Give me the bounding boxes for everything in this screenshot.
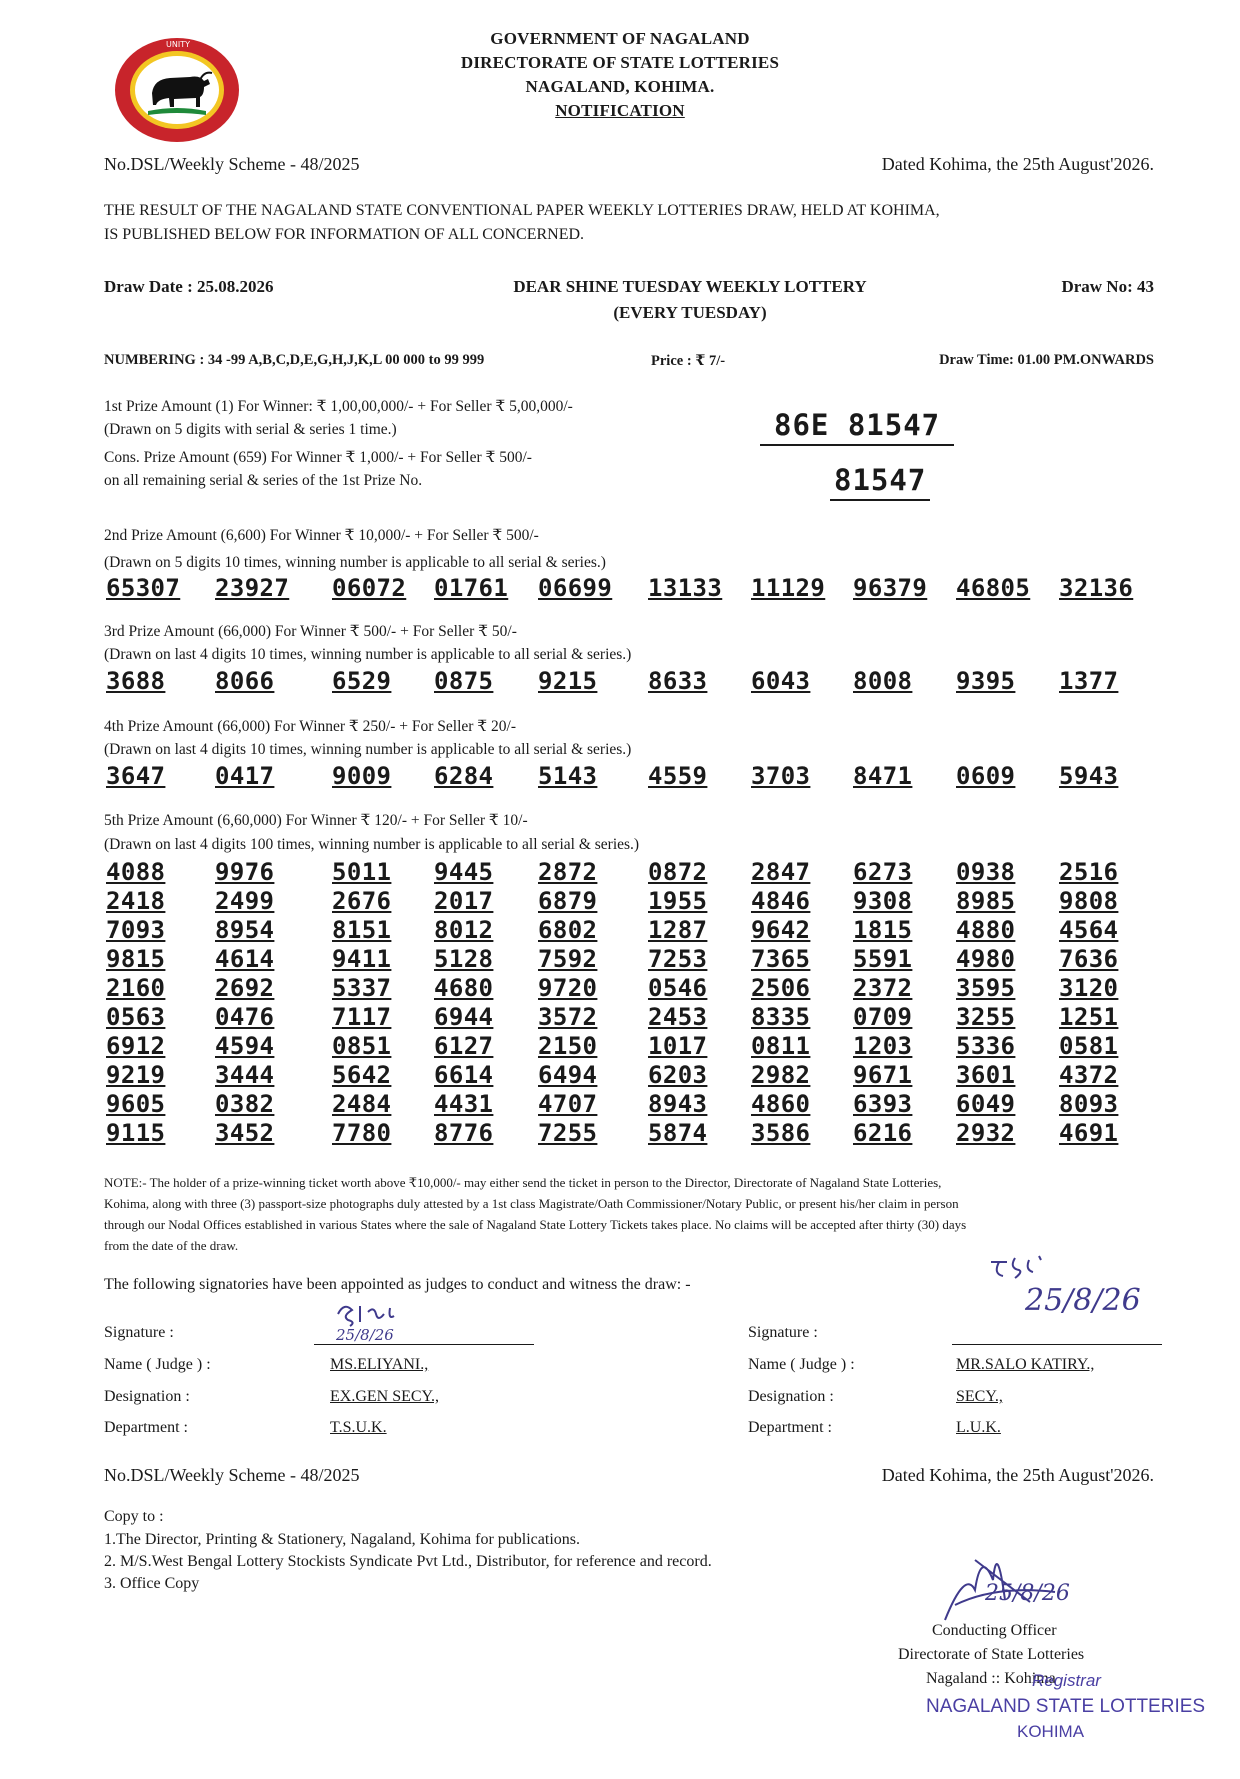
fifth-prize-number: 3601 xyxy=(956,1061,1016,1089)
fifth-prize-number: 2150 xyxy=(538,1032,598,1060)
judge1-department: T.S.U.K. xyxy=(330,1419,387,1436)
second-prize-condition: (Drawn on 5 digits 10 times, winning number is applicable to all serial & series.) xyxy=(104,554,606,571)
fifth-prize-number: 2160 xyxy=(106,974,166,1002)
fourth-prize-number: 0609 xyxy=(956,762,1016,790)
officer-location: Nagaland :: Kohima xyxy=(926,1670,1056,1687)
officer-handwritten-signature xyxy=(935,1530,1085,1630)
second-prize-number: 32136 xyxy=(1059,574,1134,602)
fifth-prize-number: 5591 xyxy=(853,945,913,973)
fifth-prize-number: 4594 xyxy=(215,1032,275,1060)
second-prize-number: 13133 xyxy=(648,574,723,602)
fourth-prize-number: 5943 xyxy=(1059,762,1119,790)
fifth-prize-number: 6273 xyxy=(853,858,913,886)
fourth-prize-number: 0417 xyxy=(215,762,275,790)
fifth-prize-number: 4846 xyxy=(751,887,811,915)
fifth-prize-number: 0546 xyxy=(648,974,708,1002)
third-prize-number: 8066 xyxy=(215,667,275,695)
copy-to-item-2: 2. M/S.West Bengal Lottery Stockists Syndicate Pvt Ltd., Distributor, for reference and record. xyxy=(104,1553,712,1570)
fifth-prize-number: 2372 xyxy=(853,974,913,1002)
judge1-department-label: Department : xyxy=(104,1419,188,1436)
fifth-prize-number: 3595 xyxy=(956,974,1016,1002)
note-line-1: NOTE:- The holder of a prize-winning ticket worth above ₹10,000/- may either send the ticket in person to the Director, Directorate of Nagaland State Lotteries, xyxy=(104,1175,942,1190)
fifth-prize-number: 9308 xyxy=(853,887,913,915)
fifth-prize-number: 0872 xyxy=(648,858,708,886)
fifth-prize-number: 4614 xyxy=(215,945,275,973)
fourth-prize-number: 3703 xyxy=(751,762,811,790)
fifth-prize-number: 7365 xyxy=(751,945,811,973)
fifth-prize-number: 7255 xyxy=(538,1119,598,1147)
copy-to-item-1: 1.The Director, Printing & Stationery, Nagaland, Kohima for publications. xyxy=(104,1531,580,1548)
fifth-prize-number: 2499 xyxy=(215,887,275,915)
fifth-prize-number: 4860 xyxy=(751,1090,811,1118)
third-prize-number: 1377 xyxy=(1059,667,1119,695)
first-prize-amount: 1st Prize Amount (1) For Winner: ₹ 1,00,00,000/- + For Seller ₹ 5,00,000/- xyxy=(104,398,573,415)
fifth-prize-number: 5874 xyxy=(648,1119,708,1147)
fifth-prize-number: 1017 xyxy=(648,1032,708,1060)
ticket-price: Price : ₹ 7/- xyxy=(651,353,726,369)
third-prize-number: 6043 xyxy=(751,667,811,695)
fifth-prize-number: 6203 xyxy=(648,1061,708,1089)
fifth-prize-number: 9115 xyxy=(106,1119,166,1147)
stamp-organisation: NAGALAND STATE LOTTERIES xyxy=(926,1696,1206,1717)
fifth-prize-number: 9976 xyxy=(215,858,275,886)
fourth-prize-number: 3647 xyxy=(106,762,166,790)
fifth-prize-number: 2484 xyxy=(332,1090,392,1118)
fifth-prize-number: 7592 xyxy=(538,945,598,973)
fifth-prize-number: 0581 xyxy=(1059,1032,1119,1060)
fifth-prize-number: 5011 xyxy=(332,858,392,886)
fifth-prize-number: 9411 xyxy=(332,945,392,973)
fifth-prize-number: 8943 xyxy=(648,1090,708,1118)
fifth-prize-number: 0382 xyxy=(215,1090,275,1118)
fifth-prize-number: 6614 xyxy=(434,1061,494,1089)
fourth-prize-number: 5143 xyxy=(538,762,598,790)
fifth-prize-number: 3444 xyxy=(215,1061,275,1089)
footer-dated-line: Dated Kohima, the 25th August'2026. xyxy=(881,1465,1154,1485)
fourth-prize-number: 4559 xyxy=(648,762,708,790)
footer-reference-number: No.DSL/Weekly Scheme - 48/2025 xyxy=(104,1465,360,1485)
fifth-prize-number: 7253 xyxy=(648,945,708,973)
fifth-prize-number: 2453 xyxy=(648,1003,708,1031)
fourth-prize-number: 6284 xyxy=(434,762,494,790)
note-line-3: through our Nodal Offices established in various States where the sale of Nagaland State Lottery Tickets takes place. No claims will be accepted after thirty (30) days xyxy=(104,1217,967,1232)
reference-number: No.DSL/Weekly Scheme - 48/2025 xyxy=(104,154,360,174)
fifth-prize-number: 1203 xyxy=(853,1032,913,1060)
fifth-prize-number: 2932 xyxy=(956,1119,1016,1147)
judge2-signature-label: Signature : xyxy=(748,1324,818,1341)
header-directorate: DIRECTORATE OF STATE LOTTERIES xyxy=(460,53,780,72)
second-prize-number: 96379 xyxy=(853,574,928,602)
fifth-prize-number: 2017 xyxy=(434,887,494,915)
fifth-prize-number: 8776 xyxy=(434,1119,494,1147)
first-prize-condition: (Drawn on 5 digits with serial & series 1 time.) xyxy=(104,421,397,438)
fifth-prize-number: 8093 xyxy=(1059,1090,1119,1118)
fifth-prize-number: 9808 xyxy=(1059,887,1119,915)
logo-ring-text-top: UNITY xyxy=(166,40,190,49)
judge2-name-label: Name ( Judge ) : xyxy=(748,1356,855,1373)
judge2-signature-line xyxy=(952,1344,1162,1345)
second-prize-number: 06699 xyxy=(538,574,613,602)
fifth-prize-number: 1251 xyxy=(1059,1003,1119,1031)
copy-to-heading: Copy to : xyxy=(104,1508,164,1525)
fifth-prize-number: 0811 xyxy=(751,1032,811,1060)
fourth-prize-number: 9009 xyxy=(332,762,392,790)
fourth-prize-amount: 4th Prize Amount (66,000) For Winner ₹ 250/- + For Seller ₹ 20/- xyxy=(104,718,516,735)
second-prize-number: 01761 xyxy=(434,574,509,602)
third-prize-number: 8633 xyxy=(648,667,708,695)
fifth-prize-number: 7780 xyxy=(332,1119,392,1147)
note-line-4: from the date of the draw. xyxy=(104,1238,239,1253)
fifth-prize-number: 3572 xyxy=(538,1003,598,1031)
fifth-prize-number: 3120 xyxy=(1059,974,1119,1002)
fifth-prize-number: 3452 xyxy=(215,1119,275,1147)
copy-to-item-3: 3. Office Copy xyxy=(104,1575,200,1592)
fifth-prize-number: 9445 xyxy=(434,858,494,886)
fifth-prize-number: 9815 xyxy=(106,945,166,973)
fifth-prize-number: 4707 xyxy=(538,1090,598,1118)
judge2-name: MR.SALO KATIRY., xyxy=(956,1356,1095,1373)
fifth-prize-number: 2847 xyxy=(751,858,811,886)
intro-line-1: THE RESULT OF THE NAGALAND STATE CONVENTIONAL PAPER WEEKLY LOTTERIES DRAW, HELD AT KOHIMA, xyxy=(104,202,940,219)
fifth-prize-number: 5642 xyxy=(332,1061,392,1089)
second-prize-number: 65307 xyxy=(106,574,181,602)
fifth-prize-number: 5128 xyxy=(434,945,494,973)
judge2-department-label: Department : xyxy=(748,1419,832,1436)
fifth-prize-number: 0851 xyxy=(332,1032,392,1060)
stamp-city: KOHIMA xyxy=(1017,1722,1085,1741)
officer-directorate: Directorate of State Lotteries xyxy=(898,1646,1085,1663)
fifth-prize-amount: 5th Prize Amount (6,60,000) For Winner ₹ 120/- + For Seller ₹ 10/- xyxy=(104,812,528,829)
numbering-range: NUMBERING : 34 -99 A,B,C,D,E,G,H,J,K,L 00 000 to 99 999 xyxy=(104,352,485,368)
lottery-title: DEAR SHINE TUESDAY WEEKLY LOTTERY xyxy=(513,277,867,296)
header-notification: NOTIFICATION xyxy=(555,101,685,120)
fifth-prize-number: 9605 xyxy=(106,1090,166,1118)
svg-text:25/8/26: 25/8/26 xyxy=(985,1581,1070,1606)
second-prize-number: 06072 xyxy=(332,574,407,602)
fifth-prize-number: 2692 xyxy=(215,974,275,1002)
second-prize-number: 23927 xyxy=(215,574,290,602)
fifth-prize-number: 9671 xyxy=(853,1061,913,1089)
fifth-prize-number: 2982 xyxy=(751,1061,811,1089)
fifth-prize-number: 8954 xyxy=(215,916,275,944)
judge1-designation-label: Designation : xyxy=(104,1388,190,1405)
third-prize-condition: (Drawn on last 4 digits 10 times, winning number is applicable to all serial & series.) xyxy=(104,646,632,663)
judge2-designation-label: Designation : xyxy=(748,1388,834,1405)
fifth-prize-number: 8012 xyxy=(434,916,494,944)
judge1-name-label: Name ( Judge ) : xyxy=(104,1356,211,1373)
judge2-designation: SECY., xyxy=(956,1388,1003,1405)
fifth-prize-number: 0476 xyxy=(215,1003,275,1031)
fifth-prize-number: 2506 xyxy=(751,974,811,1002)
svg-text:25/8/26: 25/8/26 xyxy=(1025,1283,1141,1318)
judges-intro: The following signatories have been appointed as judges to conduct and witness the draw: - xyxy=(104,1276,691,1293)
fifth-prize-number: 6879 xyxy=(538,887,598,915)
fifth-prize-number: 4431 xyxy=(434,1090,494,1118)
fifth-prize-number: 1287 xyxy=(648,916,708,944)
draw-number: Draw No: 43 xyxy=(1061,277,1154,296)
second-prize-amount: 2nd Prize Amount (6,600) For Winner ₹ 10,000/- + For Seller ₹ 500/- xyxy=(104,527,539,544)
fifth-prize-number: 6216 xyxy=(853,1119,913,1147)
fifth-prize-number: 2516 xyxy=(1059,858,1119,886)
fifth-prize-number: 3586 xyxy=(751,1119,811,1147)
second-prize-number: 11129 xyxy=(751,574,826,602)
fifth-prize-number: 1815 xyxy=(853,916,913,944)
fifth-prize-number: 7636 xyxy=(1059,945,1119,973)
fifth-prize-number: 2872 xyxy=(538,858,598,886)
header-government: GOVERNMENT OF NAGALAND xyxy=(490,29,750,48)
svg-text:25/8/26: 25/8/26 xyxy=(336,1326,394,1344)
fifth-prize-number: 6049 xyxy=(956,1090,1016,1118)
fifth-prize-number: 6802 xyxy=(538,916,598,944)
draw-time: Draw Time: 01.00 PM.ONWARDS xyxy=(939,352,1154,368)
officer-title: Conducting Officer xyxy=(932,1622,1057,1639)
third-prize-number: 8008 xyxy=(853,667,913,695)
fifth-prize-number: 4088 xyxy=(106,858,166,886)
fifth-prize-number: 6494 xyxy=(538,1061,598,1089)
fifth-prize-number: 6393 xyxy=(853,1090,913,1118)
fifth-prize-number: 2418 xyxy=(106,887,166,915)
draw-date: Draw Date : 25.08.2026 xyxy=(104,277,274,296)
fifth-prize-number: 8151 xyxy=(332,916,392,944)
fifth-prize-number: 9219 xyxy=(106,1061,166,1089)
fifth-prize-number: 5337 xyxy=(332,974,392,1002)
fifth-prize-condition: (Drawn on last 4 digits 100 times, winning number is applicable to all serial & series.) xyxy=(104,836,640,853)
fifth-prize-number: 9720 xyxy=(538,974,598,1002)
fifth-prize-number: 8985 xyxy=(956,887,1016,915)
fifth-prize-number: 6944 xyxy=(434,1003,494,1031)
judge1-name: MS.ELIYANI., xyxy=(330,1356,429,1373)
fifth-prize-number: 7117 xyxy=(332,1003,392,1031)
header-location: NAGALAND, KOHIMA. xyxy=(525,77,715,96)
fifth-prize-number: 4372 xyxy=(1059,1061,1119,1089)
fifth-prize-number: 3255 xyxy=(956,1003,1016,1031)
third-prize-amount: 3rd Prize Amount (66,000) For Winner ₹ 500/- + For Seller ₹ 50/- xyxy=(104,623,517,640)
lottery-subtitle: (EVERY TUESDAY) xyxy=(613,303,767,322)
judge2-department: L.U.K. xyxy=(956,1419,1001,1436)
consolation-winning-number: 81547 xyxy=(830,463,930,501)
third-prize-number: 9215 xyxy=(538,667,598,695)
third-prize-number: 0875 xyxy=(434,667,494,695)
fifth-prize-number: 4691 xyxy=(1059,1119,1119,1147)
consolation-prize-condition: on all remaining serial & series of the 1st Prize No. xyxy=(104,472,423,489)
stamp-registrar: Registrar xyxy=(1032,1671,1101,1690)
fifth-prize-number: 4564 xyxy=(1059,916,1119,944)
judge2-handwritten-signature xyxy=(985,1250,1225,1320)
fifth-prize-number: 4680 xyxy=(434,974,494,1002)
third-prize-number: 6529 xyxy=(332,667,392,695)
fifth-prize-number: 6127 xyxy=(434,1032,494,1060)
third-prize-number: 9395 xyxy=(956,667,1016,695)
fifth-prize-number: 4980 xyxy=(956,945,1016,973)
consolation-prize-amount: Cons. Prize Amount (659) For Winner ₹ 1,000/- + For Seller ₹ 500/- xyxy=(104,449,532,466)
judge1-signature-label: Signature : xyxy=(104,1324,174,1341)
fourth-prize-number: 8471 xyxy=(853,762,913,790)
fifth-prize-number: 2676 xyxy=(332,887,392,915)
first-prize-winning-number: 86E 81547 xyxy=(760,408,954,446)
fifth-prize-number: 6912 xyxy=(106,1032,166,1060)
fifth-prize-number: 4880 xyxy=(956,916,1016,944)
third-prize-number: 3688 xyxy=(106,667,166,695)
fifth-prize-number: 7093 xyxy=(106,916,166,944)
note-line-2: Kohima, along with three (3) passport-size photographs duly attested by a 1st class Magistrate/Oath Commissioner/Notary Public, or present his/her claim in person xyxy=(104,1196,959,1211)
judge1-signature-line xyxy=(314,1344,534,1345)
second-prize-number: 46805 xyxy=(956,574,1031,602)
nagaland-emblem-logo xyxy=(112,35,242,145)
judge1-designation: EX.GEN SECY., xyxy=(330,1388,440,1405)
fourth-prize-condition: (Drawn on last 4 digits 10 times, winning number is applicable to all serial & series.) xyxy=(104,741,632,758)
fifth-prize-number: 5336 xyxy=(956,1032,1016,1060)
intro-line-2: IS PUBLISHED BELOW FOR INFORMATION OF ALL CONCERNED. xyxy=(104,226,585,243)
dated-line: Dated Kohima, the 25th August'2026. xyxy=(881,154,1154,174)
fifth-prize-number: 0709 xyxy=(853,1003,913,1031)
fifth-prize-number: 1955 xyxy=(648,887,708,915)
fifth-prize-number: 0938 xyxy=(956,858,1016,886)
fifth-prize-number: 0563 xyxy=(106,1003,166,1031)
judge1-handwritten-signature xyxy=(330,1296,460,1344)
fifth-prize-number: 9642 xyxy=(751,916,811,944)
fifth-prize-number: 8335 xyxy=(751,1003,811,1031)
